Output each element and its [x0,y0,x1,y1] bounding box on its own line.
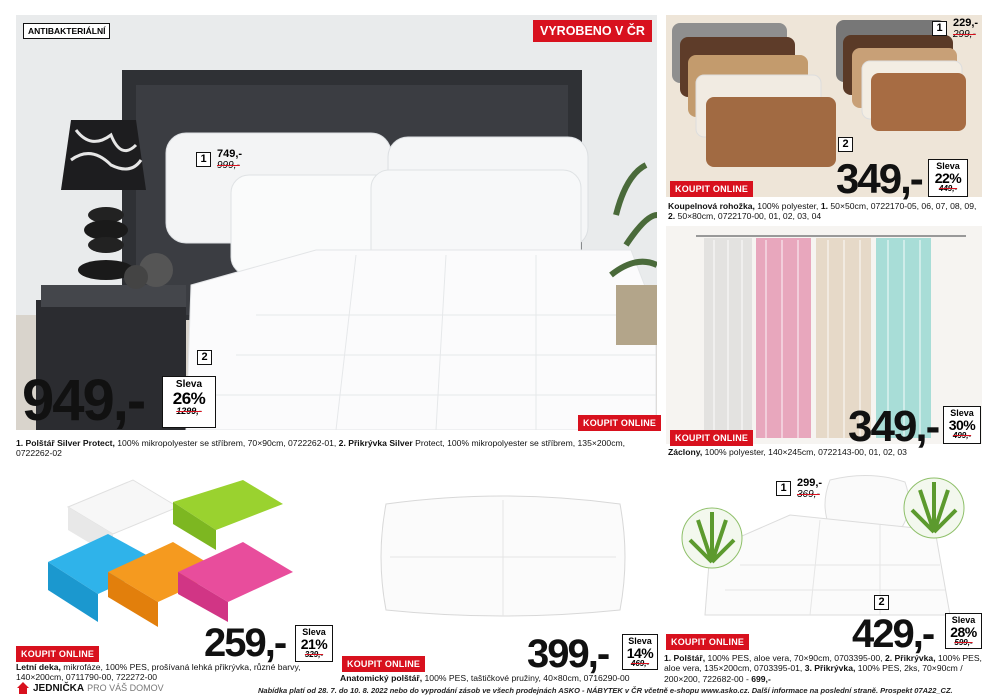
sale-label: Sleva [175,379,203,390]
antibacterial-badge: ANTIBAKTERIÁLNÍ [23,23,110,39]
sale-old-price: 329,- [304,650,324,659]
buy-online-button[interactable]: KOUPIT ONLINE [666,634,749,650]
logo-main: JEDNIČKA [33,682,85,694]
desc-text: 100% polyester, 140×245cm, 0722143-00, 01, 02, 03 [702,447,907,457]
desc-index: 2. [668,211,676,222]
pillow-photo [378,492,628,622]
desc-text: 100% mikropolyester se stříbrem, 70×90cm, 0722262-01, [114,438,339,448]
desc-text: 100% PES, aloe vera, 135×200cm, 0703395-01, [664,653,982,674]
pillow-illustration [378,492,628,622]
aloe-price: 429,- [852,612,934,656]
sale-label: Sleva [302,627,326,637]
sale-old-price: 449,- [938,184,958,193]
house-icon [16,681,30,695]
item-number-badge: 2 [197,350,212,365]
sale-percent: 14% [626,645,654,661]
sale-percent: 26% [172,389,206,408]
mat-discount-badge [928,159,968,197]
aloe-set-illustration [670,470,975,620]
buy-online-button[interactable]: KOUPIT ONLINE [342,656,425,672]
old-price: 299,- [953,28,976,40]
blanket-description [16,662,326,683]
desc-title: Letní deka, [16,662,61,672]
aloe-set-photo [670,470,975,620]
item-number-badge: 2 [874,595,889,610]
sale-old-price: 469,- [630,659,650,668]
hero-description [16,438,646,459]
sale-label: Sleva [628,636,652,646]
mat-description [668,201,980,222]
aloe-pillow-price [797,478,822,500]
sale-label: Sleva [951,615,976,625]
current-price: 229,- [953,17,979,29]
desc-title: 2. Přikrývka Silver [338,438,413,448]
desc-index: 1. [820,201,829,211]
desc-title: 1. Polštář Silver Protect, [16,438,115,448]
blankets-illustration [38,472,296,640]
pillow-discount-badge [622,634,658,670]
item-number-badge: 1 [932,21,947,36]
desc-title: 2. Přikrývka, [884,653,936,663]
aloe-discount-badge [945,613,982,649]
current-price: 749,- [217,148,243,160]
sale-label: Sleva [950,408,974,418]
sale-percent: 21% [300,636,328,652]
logo-sub: PRO VÁŠ DOMOV [87,683,164,693]
desc-text: 50×80cm, 0722170-00, 01, 02, 03, 04 [675,211,822,222]
blanket-discount-badge [295,625,333,662]
curtains-price: 349,- [848,402,939,451]
desc-text: mikrofáze, 100% PES, prošívaná lehká přikrývka, různé barvy, 140×200cm, 0711790-00, 722272-00 [16,662,301,683]
hero-price: 949,- [22,368,145,433]
current-price: 299,- [797,477,823,489]
sale-percent: 28% [950,624,977,640]
desc-text: 100% PES, 2ks, 70×90cm / 200×200, 722682-00 - [664,663,963,684]
pillow-description [340,673,660,683]
buy-online-button[interactable]: KOUPIT ONLINE [16,646,99,662]
footer-logo[interactable] [16,681,164,695]
item-number-badge: 1 [776,481,791,496]
desc-text: 100% PES, aloe vera, 70×90cm, 0703395-00, [705,653,885,663]
desc-title: Koupelnová rohožka, [668,201,755,211]
old-price: 369,- [797,488,820,500]
pillow-price [217,149,242,171]
hero-discount-badge [162,376,216,428]
sale-old-price: 499,- [952,431,972,440]
small-mat-price [953,18,978,40]
item-number-badge: 1 [196,152,211,167]
desc-text: Protect, 100% mikropolyester se stříbrem, 135×200cm, 0722262-02 [16,438,626,459]
footer-note: Nabídka platí od 28. 7. do 10. 8. 2022 nebo do vyprodání zásob ve všech prodejnách ASKO - NÁBYTEK v ČR včetně e-shopu www.asko.cz. Další informace na poslední straně. Prospekt 07A22_CZ. [258,686,953,695]
old-price: 999,- [217,159,240,171]
mat-price: 349,- [836,155,922,202]
sale-old-price: 599,- [954,638,973,647]
desc-text: 50×50cm, 0722170-05, 06, 07, 08, 09, [828,201,977,211]
desc-title: 3. Přikrývka, [804,663,856,674]
sale-percent: 30% [948,417,976,433]
aloe-description [664,653,982,684]
desc-price: 699,- [751,673,771,684]
curtains-description [668,447,980,457]
desc-title: 1. Polštář, [664,653,706,663]
blankets-photo [38,472,296,640]
sale-percent: 22% [934,170,962,186]
buy-online-button[interactable]: KOUPIT ONLINE [670,181,753,197]
blanket-price: 259,- [204,621,286,665]
buy-online-button[interactable]: KOUPIT ONLINE [670,430,753,446]
desc-title: Záclony, [668,447,703,457]
buy-online-button[interactable]: KOUPIT ONLINE [578,415,661,431]
desc-text: 100% polyester, [754,201,821,211]
curtains-discount-badge [943,406,981,444]
sale-label: Sleva [936,161,960,171]
item-number-badge: 2 [838,137,853,152]
made-in-cz-badge: VYROBENO V ČR [533,20,652,42]
sale-old-price: 1299,- [176,406,202,416]
pillow-price-large: 399,- [527,632,609,676]
desc-text: 100% PES, taštičkové pružiny, 40×80cm, 0716290-00 [422,673,630,683]
desc-title: Anatomický polštář, [340,673,423,683]
